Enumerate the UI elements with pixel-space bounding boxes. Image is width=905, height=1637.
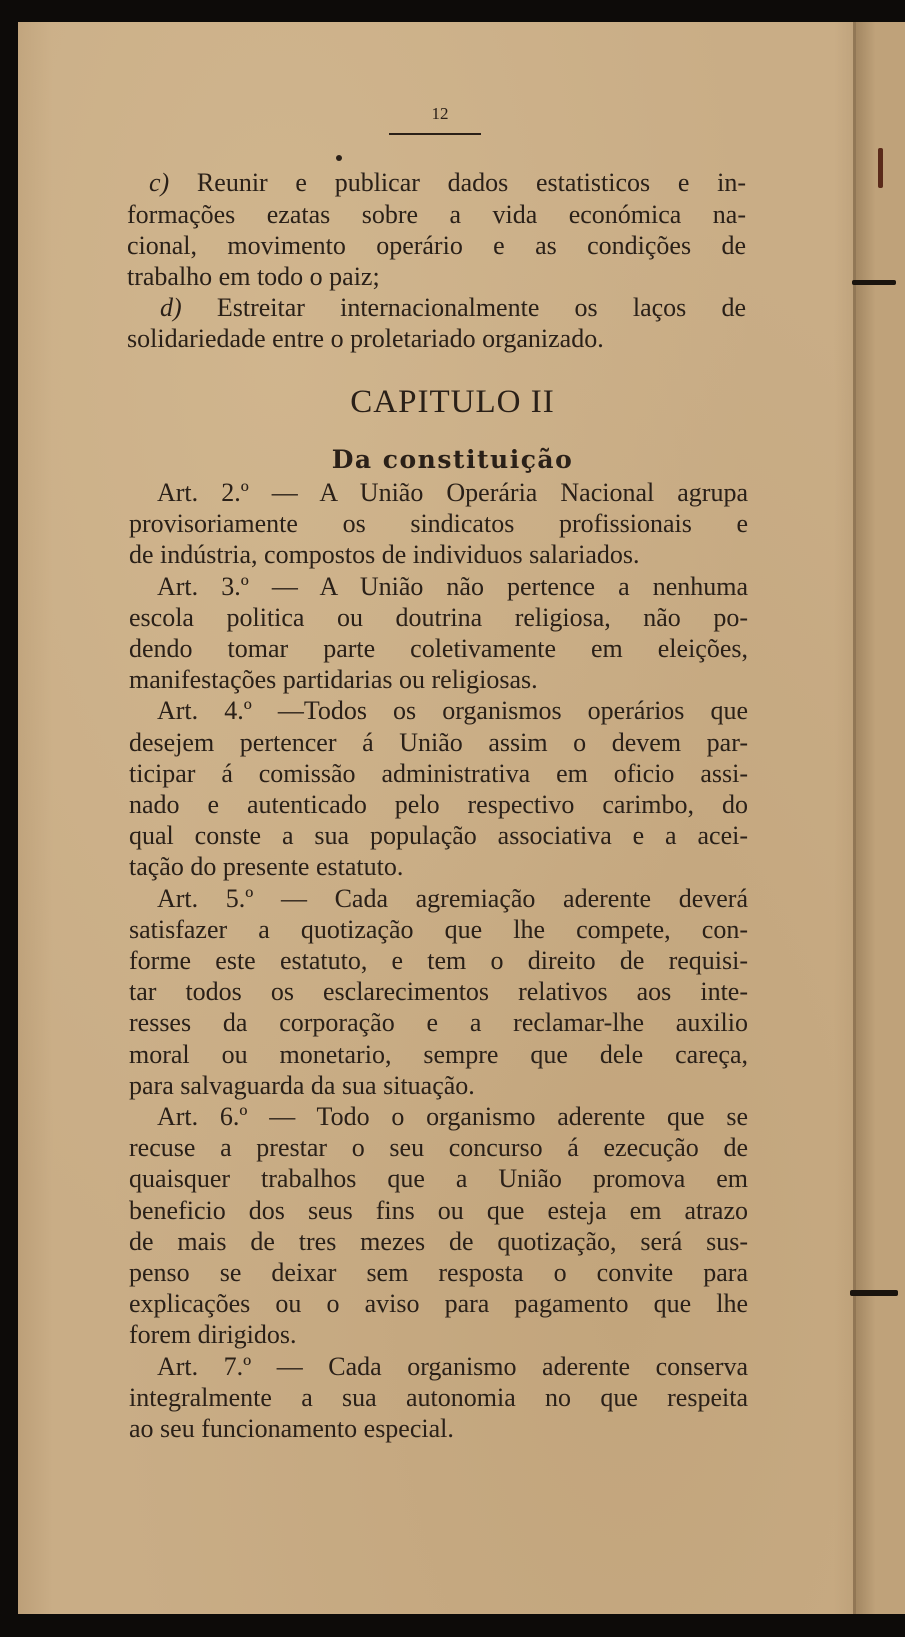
article-heading-line: Art. 5.º — Cada agremiação aderente deverá	[157, 883, 748, 913]
article-line: recuse a prestar o seu concurso á ezecução de	[129, 1133, 748, 1163]
article-line: tar todos os esclarecimentos relativos aos inte-	[129, 977, 748, 1007]
article-line: beneficio dos seus fins ou que esteja em atrazo	[129, 1195, 748, 1225]
article-line: forem dirigidos.	[129, 1320, 297, 1350]
intro-line-text: Reunir e publicar dados estatisticos e in-	[169, 168, 746, 197]
article-line: satisfazer a quotização que lhe compete, con-	[129, 914, 748, 944]
article-line: moral ou monetario, sempre que dele careça,	[129, 1039, 748, 1069]
edge-ink-mark	[852, 280, 896, 285]
list-marker: d)	[160, 293, 182, 322]
article-line: resses da corporação e a reclamar-lhe auxilio	[129, 1008, 748, 1038]
article-line: forme este estatuto, e tem o direito de requisi-	[129, 946, 748, 975]
article-line: explicações ou o aviso para pagamento que lhe	[129, 1289, 748, 1319]
article-line: quaisquer trabalhos que a União promova em	[129, 1164, 748, 1194]
facing-page-edge	[856, 22, 905, 1614]
article-line: tação do presente estatuto.	[129, 852, 404, 882]
article-heading-line: Art. 4.º —Todos os organismos operários que	[157, 696, 748, 726]
article-heading-line: Art. 6.º — Todo o organismo aderente que se	[157, 1102, 748, 1131]
intro-line: solidariedade entre o proletariado organizado.	[127, 324, 604, 353]
article-line: de mais de tres mezes de quotização, será sus-	[129, 1226, 748, 1256]
intro-line: cional, movimento operário e as condições de	[127, 231, 746, 260]
article-line: nado e autenticado pelo respectivo carimbo, do	[129, 790, 748, 819]
article-line: dendo tomar parte coletivamente em eleições,	[129, 634, 748, 663]
intro-line-text: Estreitar internacionalmente os laços de	[181, 293, 746, 322]
intro-line: trabalho em todo o paiz;	[127, 262, 380, 291]
page-number-rule	[389, 133, 481, 135]
article-line: para salvaguarda da sua situação.	[129, 1070, 475, 1100]
article-line: penso se deixar sem resposta o convite para	[129, 1258, 748, 1287]
article-line: manifestações partidarias ou religiosas.	[129, 665, 538, 695]
article-line: ao seu funcionamento especial.	[129, 1414, 454, 1443]
article-line: qual conste a sua população associativa e a acei-	[129, 821, 748, 851]
article-line: desejem pertencer á União assim o devem par-	[129, 727, 748, 757]
edge-ink-mark	[878, 148, 883, 188]
article-line: integralmente a sua autonomia no que respeita	[129, 1382, 748, 1412]
article-line: ticipar á comissão administrativa em oficio assi-	[129, 758, 748, 788]
list-marker: c)	[149, 168, 170, 197]
article-heading-line: Art. 2.º — A União Operária Nacional agrupa	[157, 478, 748, 507]
ink-dot	[336, 155, 342, 161]
article-line: provisoriamente os sindicatos profissionais e	[129, 509, 748, 539]
intro-line	[149, 168, 746, 198]
article-line: escola politica ou doutrina religiosa, não po-	[129, 602, 748, 632]
chapter-subtitle: Da constituição	[331, 445, 574, 474]
intro-line: formações ezatas sobre a vida económica na-	[127, 200, 746, 229]
page-fold-line	[853, 22, 856, 1614]
chapter-title: CAPITULO II	[350, 384, 555, 420]
article-heading-line: Art. 7.º — Cada organismo aderente conserva	[157, 1351, 748, 1381]
page-number: 12	[431, 104, 449, 123]
intro-line	[160, 293, 746, 323]
article-heading-line: Art. 3.º — A União não pertence a nenhuma	[157, 571, 748, 601]
article-line: de indústria, compostos de individuos salariados.	[129, 540, 640, 570]
edge-ink-mark	[850, 1290, 898, 1296]
